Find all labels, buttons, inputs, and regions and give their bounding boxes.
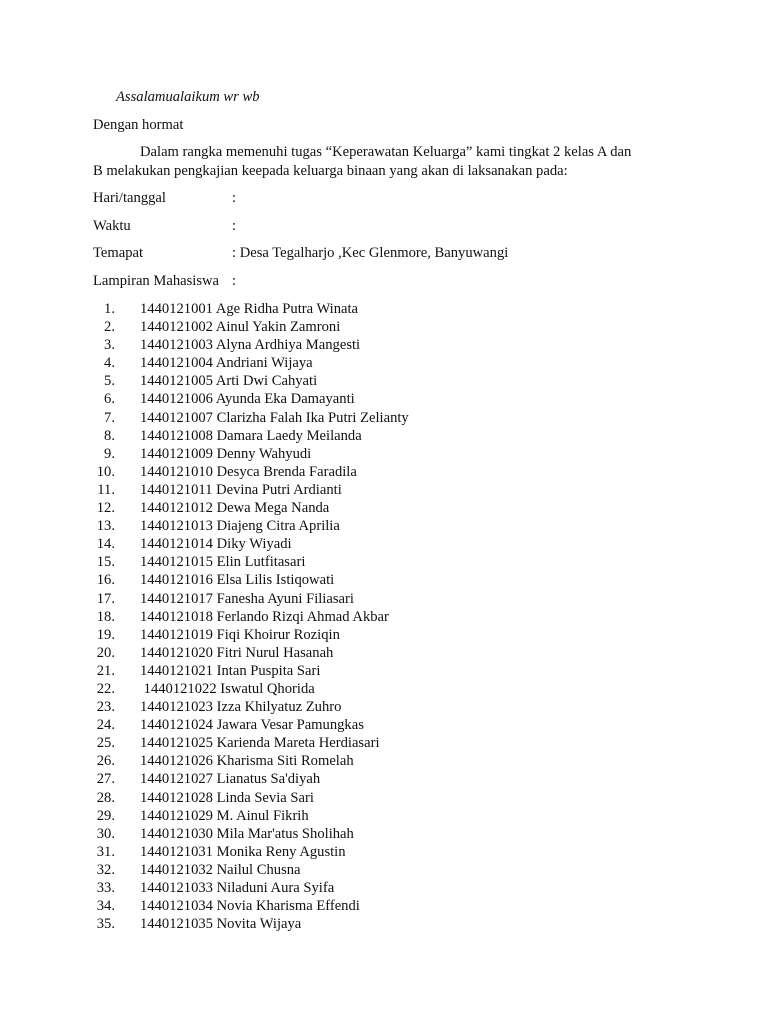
student-number-cell [93, 698, 140, 716]
student-list-item [93, 300, 409, 318]
student-name: Andriani Wijaya [215, 355, 313, 372]
student-number-cell [93, 626, 140, 644]
field-label: Waktu [93, 218, 131, 234]
student-number-cell [93, 789, 140, 807]
student-id: 1440121006 [140, 391, 213, 408]
student-id: 1440121034 [140, 898, 213, 915]
student-number-cell [93, 590, 140, 608]
salutation: Dengan hormat [93, 117, 184, 133]
student-number-cell [93, 336, 140, 354]
student-number: 2. [104, 319, 115, 336]
student-id: 1440121031 [140, 843, 213, 860]
student-name: Diky Wiyadi [216, 536, 292, 553]
student-list-item [93, 879, 409, 897]
student-number: 33. [96, 880, 115, 896]
student-id: 1440121018 [140, 608, 213, 625]
student-number-cell [93, 445, 140, 463]
student-number-cell [93, 752, 140, 770]
student-name: Lianatus Sa'diyah [216, 771, 321, 788]
student-id: 1440121007 [140, 409, 213, 426]
student-name: Ayunda Eka Damayanti [215, 391, 355, 408]
student-list-item [93, 807, 409, 825]
student-name: Monika Reny Agustin [216, 843, 346, 860]
student-number-cell [93, 770, 140, 788]
student-name: Dewa Mega Nanda [216, 500, 330, 517]
student-id: 1440121033 [140, 880, 213, 896]
student-number: 8. [104, 427, 115, 444]
student-number-cell [93, 409, 140, 427]
student-number-cell [93, 463, 140, 481]
student-number: 27. [96, 771, 115, 788]
student-id: 1440121024 [140, 717, 213, 734]
student-name: Denny Wahyudi [216, 445, 312, 462]
student-list-item [93, 517, 409, 535]
student-number-cell [93, 390, 140, 408]
student-list-item [93, 409, 409, 427]
student-number: 32. [96, 861, 115, 878]
student-name: Desyca Brenda Faradila [216, 463, 357, 480]
student-number: 1. [104, 301, 115, 317]
student-id: 1440121025 [140, 735, 213, 752]
student-name: Elsa Lilis Istiqowati [216, 572, 335, 589]
student-name: Kharisma Siti Romelah [216, 753, 354, 770]
intro-paragraph [93, 143, 675, 181]
student-number-cell [93, 372, 140, 390]
student-list-item [93, 770, 409, 788]
student-number: 20. [96, 644, 115, 661]
student-list-item [93, 336, 409, 354]
student-name: Fiqi Khoirur Roziqin [216, 626, 340, 643]
student-list [93, 300, 409, 933]
student-number: 17. [96, 590, 115, 607]
student-list-item [93, 608, 409, 626]
student-number: 30. [96, 825, 115, 842]
student-number-cell [93, 807, 140, 825]
student-number-cell [93, 608, 140, 626]
student-number-cell [93, 861, 140, 879]
student-list-item [93, 354, 409, 372]
student-number-cell [93, 517, 140, 535]
student-number: 7. [104, 409, 115, 426]
student-name: Novita Wijaya [216, 916, 302, 933]
student-name: Age Ridha Putra Winata [215, 301, 359, 317]
student-number: 16. [96, 572, 115, 589]
student-number: 9. [104, 445, 115, 462]
student-name: Alyna Ardhiya Mangesti [215, 337, 361, 354]
student-id: 1440121021 [140, 662, 213, 679]
student-list-item [93, 626, 409, 644]
student-number: 18. [96, 608, 115, 625]
student-number-cell [93, 553, 140, 571]
student-number-cell [93, 897, 140, 915]
student-name: Ferlando Rizqi Ahmad Akbar [216, 608, 389, 625]
field-lampiran [93, 272, 653, 290]
student-list-item [93, 571, 409, 589]
student-id: 1440121014 [140, 536, 213, 553]
student-number-cell [93, 662, 140, 680]
field-value: Desa Tegalharjo ,Kec Glenmore, Banyuwangi [239, 245, 509, 261]
field-separator: : [232, 245, 240, 261]
student-number: 28. [96, 789, 115, 806]
student-name: Novia Kharisma Effendi [216, 898, 360, 915]
student-number: 22. [96, 680, 115, 697]
student-list-item [93, 698, 409, 716]
student-number: 29. [96, 807, 115, 824]
student-id: 1440121027 [140, 771, 213, 788]
student-id: 1440121005 [140, 373, 213, 390]
student-number: 21. [96, 662, 115, 679]
student-name: Intan Puspita Sari [216, 662, 321, 679]
student-number: 14. [96, 536, 115, 553]
student-id: 1440121016 [140, 572, 213, 589]
student-id: 1440121009 [140, 445, 213, 462]
field-separator: : [232, 273, 237, 289]
student-number: 26. [96, 753, 115, 770]
student-number: 23. [96, 699, 115, 716]
field-tempat [93, 244, 653, 262]
student-number: 6. [104, 391, 115, 408]
student-name: Jawara Vesar Pamungkas [216, 717, 364, 734]
field-waktu [93, 217, 653, 235]
student-list-item [93, 481, 409, 499]
student-list-item [93, 553, 409, 571]
student-name: Karienda Mareta Herdiasari [216, 735, 380, 752]
student-number-cell [93, 354, 140, 372]
intro-paragraph-line-1: Dalam rangka memenuhi tugas “Keperawatan Keluarga” kami tingkat 2 kelas A dan [140, 144, 632, 160]
student-number: 15. [96, 554, 115, 571]
student-list-item [93, 535, 409, 553]
student-id: 1440121003 [140, 337, 213, 354]
student-id: 1440121028 [140, 789, 213, 806]
student-id: 1440121022 [140, 680, 217, 697]
student-id: 1440121026 [140, 753, 213, 770]
student-name: Devina Putri Ardianti [216, 481, 342, 498]
student-list-item [93, 734, 409, 752]
student-number-cell [93, 427, 140, 445]
student-number-cell [93, 318, 140, 336]
student-id: 1440121032 [140, 861, 213, 878]
student-number-cell [93, 825, 140, 843]
student-number-cell [93, 300, 140, 318]
student-list-item [93, 897, 409, 915]
student-id: 1440121001 [140, 301, 213, 317]
student-number-cell [93, 734, 140, 752]
student-number: 4. [104, 355, 115, 372]
student-number-cell [93, 716, 140, 734]
student-name: Damara Laedy Meilanda [216, 427, 362, 444]
student-number-cell [93, 499, 140, 517]
student-name: Mila Mar'atus Sholihah [216, 825, 354, 842]
student-list-item [93, 318, 409, 336]
student-number: 3. [104, 337, 115, 354]
student-list-item [93, 752, 409, 770]
student-id: 1440121011 [140, 481, 213, 498]
student-number: 25. [96, 735, 115, 752]
student-list-item [93, 915, 409, 933]
student-id: 1440121035 [140, 916, 213, 933]
student-list-item [93, 463, 409, 481]
student-id: 1440121020 [140, 644, 213, 661]
student-number-cell [93, 680, 140, 698]
student-id: 1440121012 [140, 500, 213, 517]
student-id: 1440121008 [140, 427, 213, 444]
student-name: Niladuni Aura Syifa [216, 880, 335, 896]
student-number: 24. [96, 717, 115, 734]
student-list-item [93, 499, 409, 517]
student-list-item [93, 789, 409, 807]
student-list-item [93, 825, 409, 843]
student-number-cell [93, 879, 140, 897]
student-id: 1440121013 [140, 518, 213, 535]
student-list-item [93, 662, 409, 680]
student-name: Clarizha Falah Ika Putri Zelianty [216, 409, 409, 426]
field-separator: : [232, 190, 237, 206]
student-list-item [93, 372, 409, 390]
field-label: Temapat [93, 245, 144, 261]
student-id: 1440121015 [140, 554, 213, 571]
student-list-item [93, 680, 409, 698]
student-number-cell [93, 571, 140, 589]
student-name: Fanesha Ayuni Filiasari [216, 590, 354, 607]
student-number-cell [93, 644, 140, 662]
student-number: 31. [96, 843, 115, 860]
student-name: M. Ainul Fikrih [216, 807, 309, 824]
student-number: 34. [96, 898, 115, 915]
student-number: 13. [96, 518, 115, 535]
student-id: 1440121002 [140, 319, 213, 336]
student-number-cell [93, 843, 140, 861]
student-number: 5. [104, 373, 115, 390]
field-hari-tanggal [93, 189, 653, 207]
student-id: 1440121023 [140, 699, 213, 716]
student-id: 1440121019 [140, 626, 213, 643]
student-id: 1440121017 [140, 590, 213, 607]
student-id: 1440121004 [140, 355, 213, 372]
student-id: 1440121010 [140, 463, 213, 480]
field-label: Lampiran Mahasiswa [93, 273, 220, 289]
student-name: Linda Sevia Sari [216, 789, 314, 806]
student-number: 11. [97, 481, 115, 498]
student-list-item [93, 590, 409, 608]
student-list-item [93, 445, 409, 463]
student-number-cell [93, 535, 140, 553]
student-list-item [93, 861, 409, 879]
student-name: Diajeng Citra Aprilia [216, 518, 340, 535]
student-name: Elin Lutfitasari [216, 554, 306, 571]
student-number-cell [93, 915, 140, 933]
student-list-item [93, 644, 409, 662]
student-number: 12. [96, 500, 115, 517]
student-id: 1440121030 [140, 825, 213, 842]
student-name: Fitri Nurul Hasanah [216, 644, 334, 661]
student-number-cell [93, 481, 140, 499]
student-list-item [93, 390, 409, 408]
student-name: Izza Khilyatuz Zuhro [216, 699, 342, 716]
student-number: 35. [96, 916, 115, 933]
student-list-item [93, 427, 409, 445]
field-separator: : [232, 218, 237, 234]
student-list-item [93, 843, 409, 861]
student-list-item [93, 716, 409, 734]
student-id: 1440121029 [140, 807, 213, 824]
field-label: Hari/tanggal [93, 190, 166, 206]
student-name: Ainul Yakin Zamroni [215, 319, 341, 336]
student-number: 10. [96, 463, 115, 480]
student-name: Nailul Chusna [216, 861, 301, 878]
student-name: Iswatul Qhorida [220, 680, 315, 697]
greeting: Assalamualaikum wr wb [116, 89, 260, 105]
student-name: Arti Dwi Cahyati [215, 373, 318, 390]
student-number: 19. [96, 626, 115, 643]
intro-paragraph-line-2: B melakukan pengkajian keepada keluarga binaan yang akan di laksanakan pada: [93, 163, 568, 179]
